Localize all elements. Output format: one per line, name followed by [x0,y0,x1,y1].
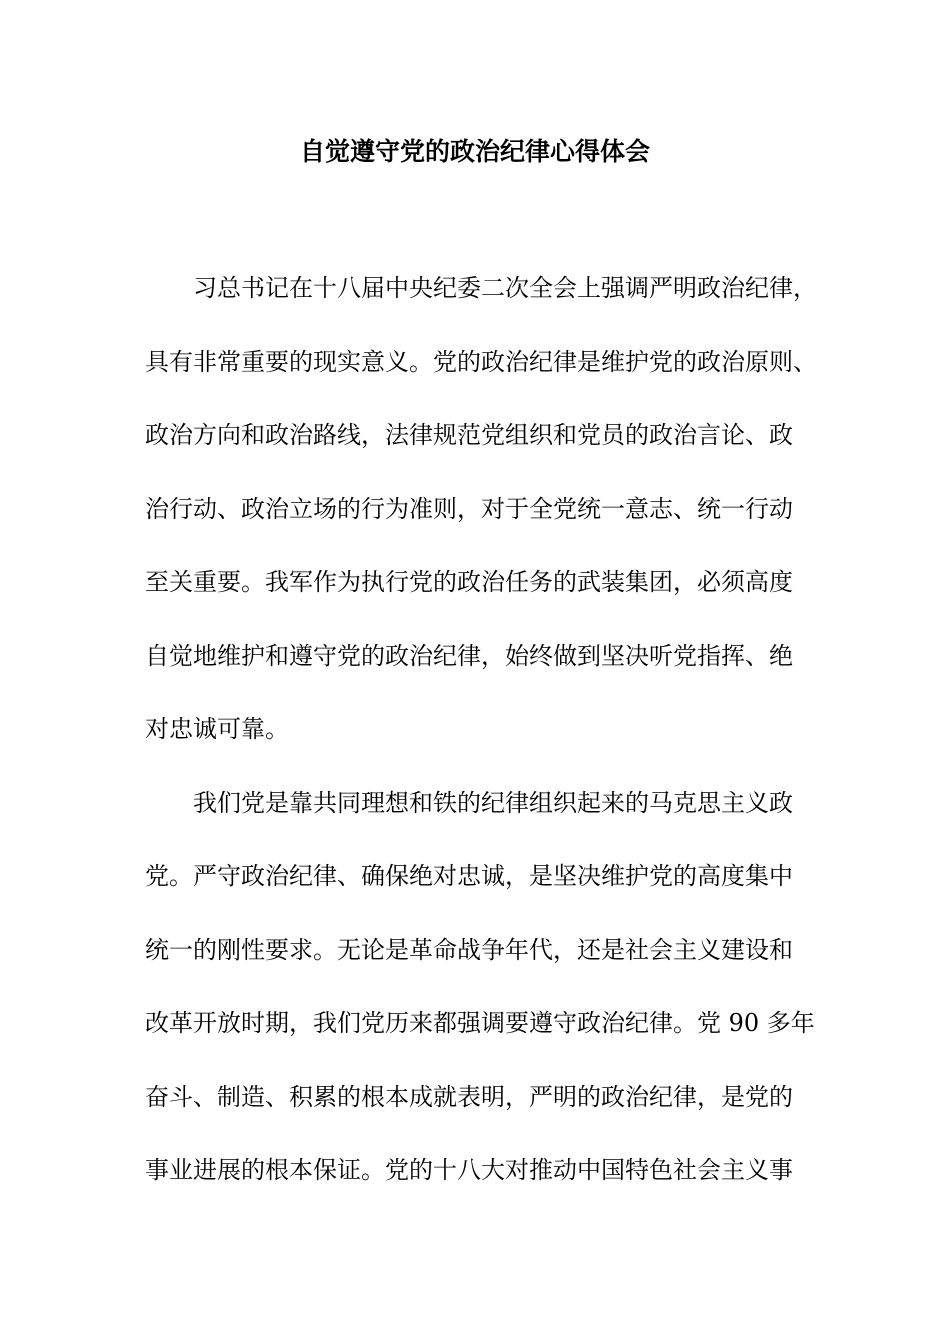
text-line: 党。严守政治纪律、确保绝对忠诚，是坚决维护党的高度集中 [145,862,793,890]
text-line: 自觉地维护和遵守党的政治纪律，始终做到坚决听党指挥、绝 [145,641,793,670]
paragraph-2 [145,767,813,1208]
text-line: 奋斗、制造、积累的根本成就表明，严明的政治纪律，是党的 [145,1082,793,1111]
text-line: 改革开放时期，我们党历来都强调要遵守政治纪律。党 90 多年 [145,1009,815,1037]
text-line: 至关重要。我军作为执行党的政治任务的武装集团，必须高度 [145,568,793,596]
text-line: 统一的刚性要求。无论是革命战争年代，还是社会主义建设和 [145,935,793,964]
text-line: 事业进展的根本保证。党的十八大对推动中国特色社会主义事 [145,1156,793,1184]
text-line: 我们党是靠共同理想和铁的纪律组织起来的马克思主义政 [193,788,793,817]
paragraph-1 [145,252,817,767]
text-line: 治行动、政治立场的行为准则，对于全党统一意志、统一行动 [145,494,793,523]
text-line: 具有非常重要的现实意义。党的政治纪律是维护党的政治原则、 [145,347,817,376]
text-line: 对忠诚可靠。 [145,715,289,743]
document-body [145,252,817,1208]
text-line: 习总书记在十八届中央纪委二次全会上强调严明政治纪律， [193,274,817,302]
text-line: 政治方向和政治路线，法律规范党组织和党员的政治言论、政 [145,421,793,449]
document-title: 自觉遵守党的政治纪律心得体会 [299,137,650,166]
